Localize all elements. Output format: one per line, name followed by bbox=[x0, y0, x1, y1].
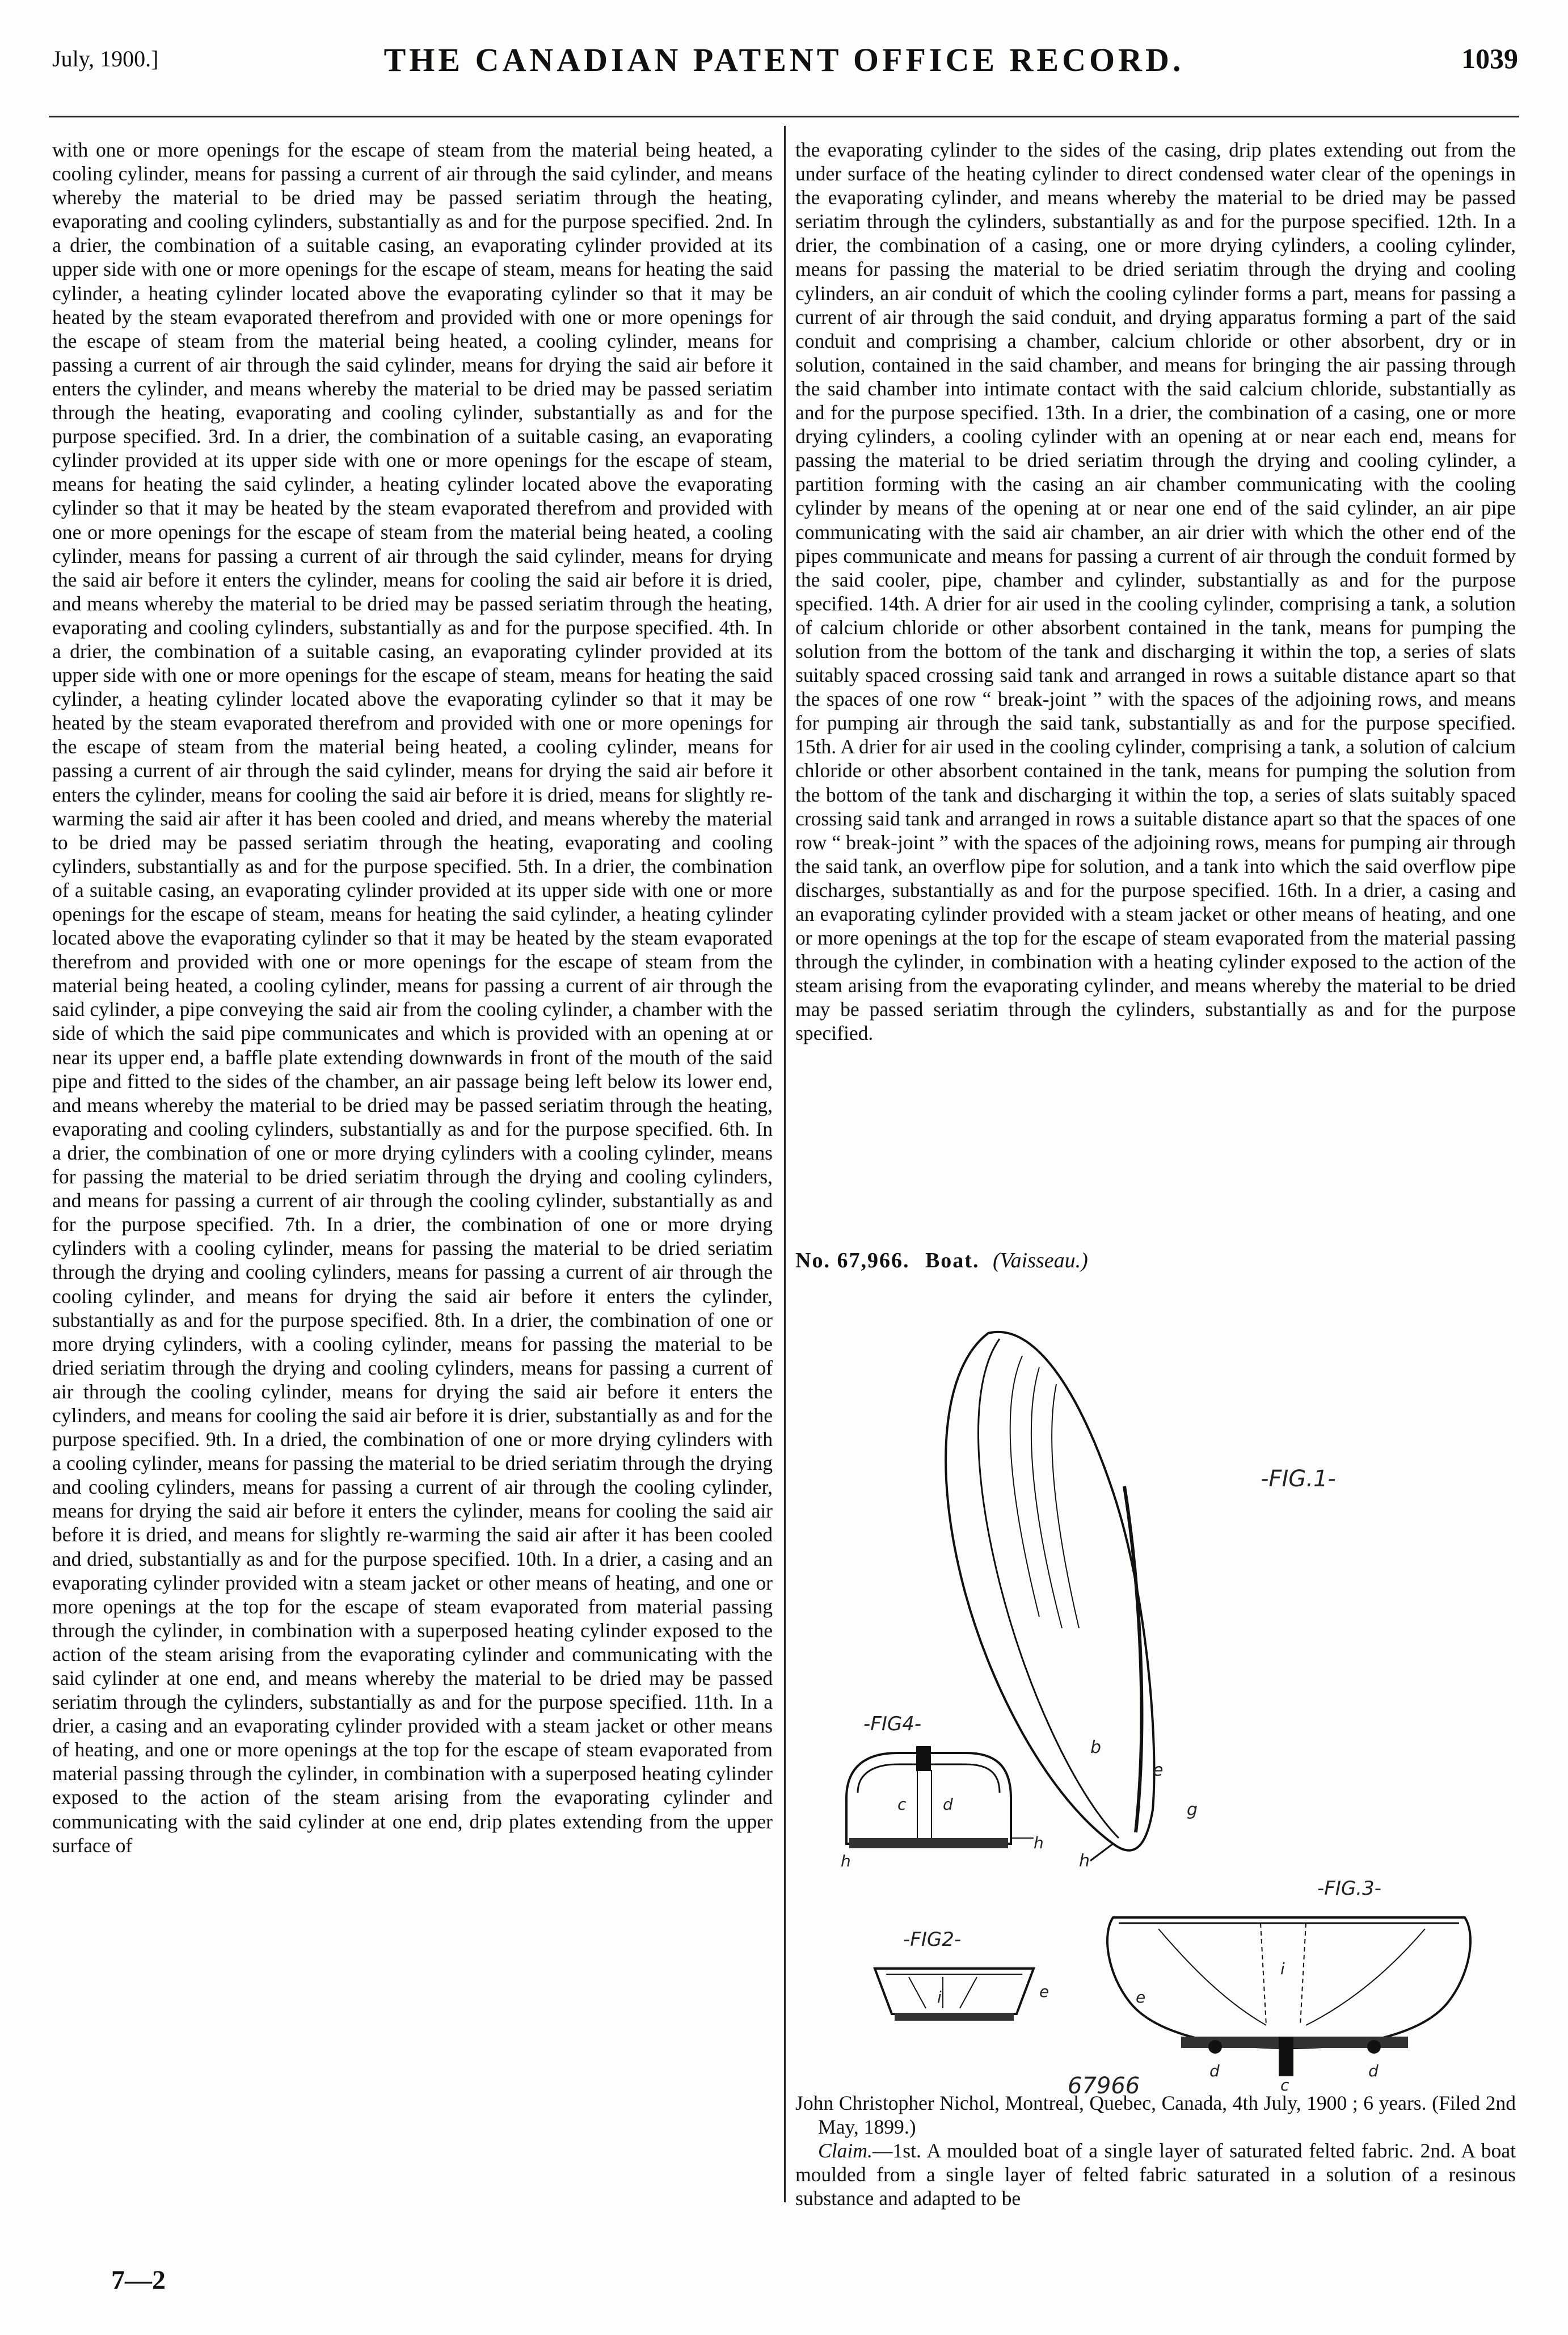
page-title: THE CANADIAN PATENT OFFICE RECORD. bbox=[383, 41, 1185, 78]
claim-text: —1st. A moulded boat of a single layer of saturated felted fabric. 2nd. A boat moulded from a single layer of felted fabric saturated in a solution of a resinous substance and adapted to be bbox=[795, 2139, 1516, 2210]
fig2-label: -FIG2- bbox=[903, 1928, 962, 1951]
fig1-letter-b: b bbox=[1090, 1738, 1102, 1757]
fig3-label: -FIG.3- bbox=[1317, 1877, 1381, 1900]
fig3-letter-d-right: d bbox=[1368, 2062, 1379, 2080]
fig1-letter-e: e bbox=[1153, 1760, 1164, 1780]
fig3-letter-i: i bbox=[1280, 1959, 1285, 1978]
claim-paragraph bbox=[795, 2139, 1516, 2210]
column-divider bbox=[784, 126, 786, 2202]
fig1-hull-outline bbox=[946, 1332, 1154, 1851]
header-date: July, 1900.] bbox=[52, 46, 159, 71]
fig4-letter-h-left: h bbox=[841, 1852, 851, 1870]
left-column bbox=[52, 138, 773, 2203]
fig2-letter-e: e bbox=[1039, 1982, 1049, 2001]
fig1-label: -FIG.1- bbox=[1261, 1466, 1336, 1492]
fig3-letter-d-left: d bbox=[1209, 2062, 1220, 2080]
page-number: 1039 bbox=[1461, 43, 1518, 74]
fig4-letter-c: c bbox=[897, 1795, 907, 1814]
fig4-label: -FIG4- bbox=[863, 1713, 922, 1735]
patent-drawing-number: 67966 bbox=[1068, 2073, 1140, 2099]
patent-name-french: (Vaisseau.) bbox=[992, 1249, 1088, 1272]
patent-name: Boat. bbox=[925, 1249, 980, 1272]
claim-label: Claim. bbox=[818, 2139, 872, 2163]
patent-entry-heading bbox=[795, 1248, 1516, 1273]
fig3-letter-e: e bbox=[1136, 1988, 1146, 2007]
fig2-letter-i: i bbox=[937, 1988, 942, 2007]
page-folio: 7—2 bbox=[111, 2265, 166, 2295]
right-column-upper bbox=[795, 138, 1516, 1233]
grantee-line: John Christopher Nichol, Montreal, Quebec, Canada, 4th July, 1900 ; 6 years. (Filed 2nd May, 1899.) bbox=[795, 2092, 1516, 2139]
fig1-letter-h: h bbox=[1079, 1851, 1090, 1871]
boat-patent-figure bbox=[795, 1299, 1516, 2099]
header-rule bbox=[49, 116, 1519, 117]
patent-number: No. 67,966. bbox=[795, 1249, 910, 1272]
left-column-text: with one or more openings for the escape of steam from the material being heated, a cooling cylinder, means for passing a current of air through the said cylinder, and means whereby the material to be dried may be passed seriatim through the heating, evaporating and cooling cylinders, substantially as and for the purpose specified. 2nd. In a drier, the combination of a suitable casing, an evaporating cylinder provided at its upper side with one or more openings for the escape of steam, means for heating the said cylinder, a heating cylinder located above the evaporating cylinder so that it may be heated by the steam evaporated therefrom and provided with one or more openings for the escape of steam from the material being heated, a cooling cylinder, means for passing a current of air through the said cylinder, means for drying the said air before it enters the cylinder, and means whereby the material to be dried may be passed seriatim through the heating, evaporating and cooling cylinder, substantially as and for the purpose specified. 3rd. In a drier, the combination of a suitable casing, an evaporating cylinder provided at its upper side with one or more openings for the escape of steam, means for heating the said cylinder, a heating cylinder located above the evaporating cylinder so that it may be heated by the steam evaporated therefrom and provided with one or more openings for the escape of steam from the material being heated, a cooling cylinder, means for passing a current of air through the said cylinder, means for drying the said air before it enters the cylinder, means for cooling the said air before it is dried, and means whereby the material to be dried may be passed seriatim through the heating, evaporating and cooling cylinders, substantially as and for the purpose specified. 4th. In a drier, the combination of a suitable casing, an evaporating cylinder provided at its upper side with one or more openings for the escape of steam, means for heating the said cylinder, a heating cylinder located above the evaporating cylinder so that it may be heated by the steam evaporated therefrom and provided with one or more openings for the escape of steam from the material being heated, a cooling cylinder, means for passing a current of air through the said cylinder, means for drying the said air before it enters the cylinder, means for cooling the said air before it is dried, means for slightly re-warming the said air after it has been cooled and dried, and means whereby the material to be dried may be passed seriatim through the heating, evaporating and cooling cylinders, substantially as and for the purpose specified. 5th. In a drier, the combination of a suitable casing, an evaporating cylinder provided at its upper side with one or more openings for the escape of steam, means for heating the said cylinder, a heating cylinder located above the evaporating cylinder so that it may be heated by the steam evaporated therefrom and provided with one or more openings for the escape of steam from the material being heated, a cooling cylinder, means for passing a current of air through the said cylinder, a pipe conveying the said air from the cooling cylinder, a chamber with the side of which the said pipe communicates and which is provided with an opening at or near its upper end, a baffle plate extending downwards in front of the mouth of the said pipe and fitted to the sides of the chamber, an air passage being left below its lower end, and means whereby the material to be dried may be passed seriatim through the heating, evaporating and cooling cylinders, substantially as and for the purpose specified. 6th. In a drier, the combination of one or more drying cylinders with a cooling cylinder, means for passing the material to be dried seriatim through the drying and cooling cylinders, and means for passing a current of air through the cooling cylinder, substantially as and for the purpose specified. 7th. In a drier, the combination of one or more drying cylinders with a cooling cylinder, means for passing the material to be dried seriatim through the drying and cooling cylinders, means for passing a current of air through the cooling cylinder, and means for drying the said air before it enters the cylinder, substantially as and for the purpose specified. 8th. In a drier, the combination of one or more drying cylinders, with a cooling cylinder, means for passing the material to be dried seriatim through the drying and cooling cylinders, means for passing a current of air through the cooling cylinder, means for drying the said air before it enters the cylinders, and means for cooling the said air before it is drier, substantially as and for the purpose specified. 9th. In a dried, the combination of one or more drying cylinders with a cooling cylinder, means for passing the material to be dried seriatim through the drying and cooling cylinders, means for passing a current of air through the cooling cylinder, means for drying the said air before it enters the cylinder, means for cooling the said air before it is dried, and means for slightly re-warming the said air after it has been cooled and dried, substantially as and for the purpose specified. 10th. In a drier, a casing and an evaporating cylinder provided witn a steam jacket or other means of heating, and one or more openings at the top for the escape of steam evaporated from material passing through the cylinder, in combination with a superposed heating cylinder exposed to the action of the steam arising from the evaporating cylinder and communicating with the said cylinder at one end, and means whereby the material to be dried may be passed seriatim through the cylinders, substantially as and for the purpose specified. 11th. In a drier, a casing and an evaporating cylinder provided with a steam jacket or other means of heating, and one or more openings at the top for the escape of steam evaporated from material passing through the cylinder, in combination with a superposed heating cylinder exposed to the action of the steam arising from the evaporating cylinder and communicating with the said cylinder at one end, drip plates extending from the upper surface of bbox=[52, 138, 773, 1857]
patent-drawing bbox=[795, 1299, 1516, 2099]
fig4-letter-h-right: h bbox=[1034, 1834, 1044, 1852]
fig1-letter-g: g bbox=[1187, 1800, 1198, 1820]
right-column-lower bbox=[795, 2091, 1516, 2318]
right-column-text: the evaporating cylinder to the sides of the casing, drip plates extending out from the under surface of the heating cylinder to direct condensed water clear of the openings in the evaporating cylinder, and means whereby the material to be dried may be passed seriatim through the cylinders, substantially as and for the purpose specified. 12th. In a drier, the combination of a casing, one or more drying cylinders, a cooling cylinder, means for passing the material to be dried seriatim through the drying and cooling cylinders, an air conduit of which the cooling cylinder forms a part, means for passing a current of air through the said conduit, and drying apparatus forming a part of the said conduit and comprising a chamber, calcium chloride or other absorbent, dry or in solution, contained in the said chamber, and means for bringing the air passing through the said chamber into intimate contact with the said calcium chloride, substantially as and for the purpose specified. 13th. In a drier, the combination of a casing, one or more drying cylinders, a cooling cylinder with an opening at or near each end, means for passing the material to be dried seriatim through the drying and cooling cylinder, a partition forming with the casing an air chamber communicating with the cooling cylinder by means of the opening at or near one end of the said cylinder, an air pipe communicating with the said air chamber, an air drier with which the other end of the pipes communicate and means for passing a current of air through the conduit formed by the said cooler, pipe, chamber and cylinder, substantially as and for the purpose specified. 14th. A drier for air used in the cooling cylinder, comprising a tank, a solution of calcium chloride or other absorbent contained in the tank, means for pumping the solution from the bottom of the tank and discharging it within the top, a series of slats suitably spaced crossing said tank and arranged in rows a suitable distance apart so that the spaces of one row “ break-joint ” with the spaces of the adjoining rows, and means for pumping air through the said tank, substantially as and for the purpose specified. 15th. A drier for air used in the cooling cylinder, comprising a tank, a solution of calcium chloride or other absorbent contained in the tank, means for pumping the solution from the bottom of the tank and discharging it within the top, a series of slats suitably spaced crossing said tank and arranged in rows a suitable distance apart so that the spaces of one row “ break-joint ” with the spaces of the adjoining rows, means for pumping air through the said tank, an overflow pipe for solution, and a tank into which the said overflow pipe discharges, substantially as and for the purpose specified. 16th. In a drier, a casing and an evaporating cylinder provided with a steam jacket or other means of heating, and one or more openings at the top for the escape of steam evaporated from the material passing through the cylinder, in combination with a heating cylinder exposed to the action of the steam arising from the evaporating cylinder, and means whereby the material to be dried may be passed seriatim through the cylinders, substantially as and for the purpose specified. bbox=[795, 138, 1516, 1045]
fig2-section-outline bbox=[875, 1969, 1034, 2014]
fig4-letter-d: d bbox=[943, 1795, 953, 1814]
fig3-letter-c: c bbox=[1280, 2076, 1289, 2094]
fig3-section-outline bbox=[1107, 1917, 1470, 2048]
